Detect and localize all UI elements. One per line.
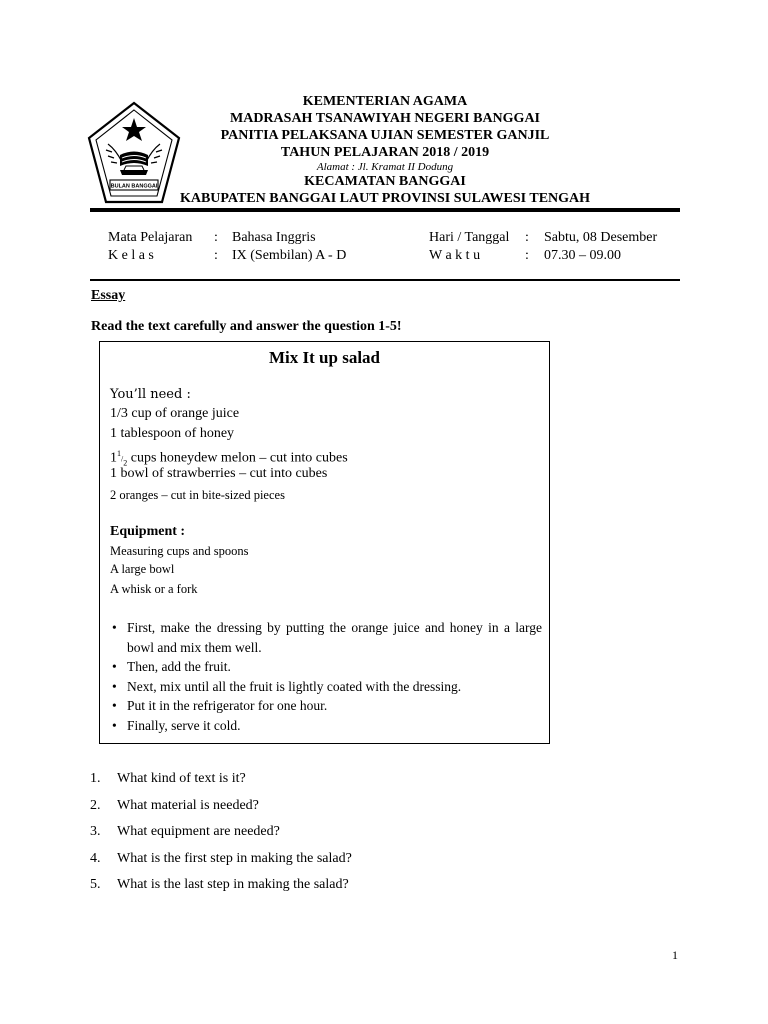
questions-list <box>90 771 352 904</box>
question-text: What material is needed? <box>117 797 259 813</box>
steps-list <box>110 618 542 735</box>
header-line-school: MADRASAH TSANAWIYAH NEGERI BANGGAI <box>230 111 540 126</box>
header-district: KECAMATAN BANGGAI <box>304 174 466 189</box>
date-value: Sabtu, 08 Desember <box>544 230 658 245</box>
question-item <box>90 798 352 825</box>
question-number: 2. <box>90 797 101 813</box>
equipment-item: A whisk or a fork <box>110 582 198 596</box>
subject-value: Bahasa Inggris <box>232 230 316 245</box>
class-colon: : <box>214 248 218 263</box>
subject-label: Mata Pelajaran <box>108 230 193 245</box>
header-address: Alamat : Jl. Kramat II Dodung <box>316 161 454 173</box>
question-text: What kind of text is it? <box>117 771 246 786</box>
ingredient-item-melon: $1^1/_2$ cups honeydew melon – cut into cubes <box>110 449 348 468</box>
date-colon: : <box>525 230 529 245</box>
letterhead <box>90 93 680 207</box>
step-item: • Finally, serve it cold. <box>110 716 542 736</box>
header-line-year: TAHUN PELAJARAN 2018 / 2019 <box>280 145 490 160</box>
equipment-item: A large bowl <box>110 562 175 576</box>
subject-colon: : <box>214 230 218 245</box>
instruction-text: Read the text carefully and answer the question 1-5! <box>91 319 402 334</box>
ingredient-item: 1 tablespoon of honey <box>110 426 235 441</box>
ingredient-item: 1/3 cup of orange juice <box>110 406 240 421</box>
step-item: • First, make the dressing by putting the orange juice and honey in a large bowl and mix them well. <box>110 618 542 657</box>
ingredient-item: 1 bowl of strawberries – cut into cubes <box>110 466 328 481</box>
header-rule <box>90 208 680 212</box>
step-item: • Next, mix until all the fruit is lightly coated with the dressing. <box>110 677 542 697</box>
time-value: 07.30 – 09.00 <box>544 248 621 263</box>
header-line-committee: PANITIA PELAKSANA UJIAN SEMESTER GANJIL <box>220 128 550 143</box>
question-text: What is the first step in making the salad? <box>117 850 352 866</box>
class-value: IX (Sembilan) A - D <box>232 248 347 263</box>
ingredient-item: 2 oranges – cut in bite-sized pieces <box>110 488 285 502</box>
question-text: What equipment are needed? <box>117 824 280 839</box>
logo-ribbon-text: BULAN BANGGAI <box>110 183 158 190</box>
equipment-item: Measuring cups and spoons <box>110 544 249 558</box>
question-number: 5. <box>90 877 101 892</box>
question-item <box>90 851 352 878</box>
page-number: 1 <box>672 948 678 962</box>
question-number: 4. <box>90 850 101 866</box>
info-rule <box>90 279 680 281</box>
question-number: 3. <box>90 824 101 839</box>
question-text: What is the last step in making the salad? <box>117 877 349 892</box>
question-number: 1. <box>90 771 101 786</box>
class-label: K e l a s <box>108 248 154 263</box>
date-label: Hari / Tanggal <box>429 230 510 245</box>
question-item <box>90 877 352 904</box>
ingredients-heading: You’ll need : <box>110 387 191 402</box>
step-item: • Then, add the fruit. <box>110 657 542 677</box>
question-item <box>90 771 352 798</box>
time-label: W a k t u <box>429 248 481 263</box>
recipe-title: Mix It up salad <box>269 348 380 367</box>
step-item: • Put it in the refrigerator for one hour. <box>110 696 542 716</box>
recipe-text-box <box>99 341 550 744</box>
header-line-ministry: KEMENTERIAN AGAMA <box>302 94 468 109</box>
equipment-heading: Equipment : <box>110 524 186 539</box>
time-colon: : <box>525 248 529 263</box>
question-item <box>90 824 352 851</box>
section-title: Essay <box>91 288 126 303</box>
header-regency: KABUPATEN BANGGAI LAUT PROVINSI SULAWESI TENGAH <box>179 191 591 206</box>
